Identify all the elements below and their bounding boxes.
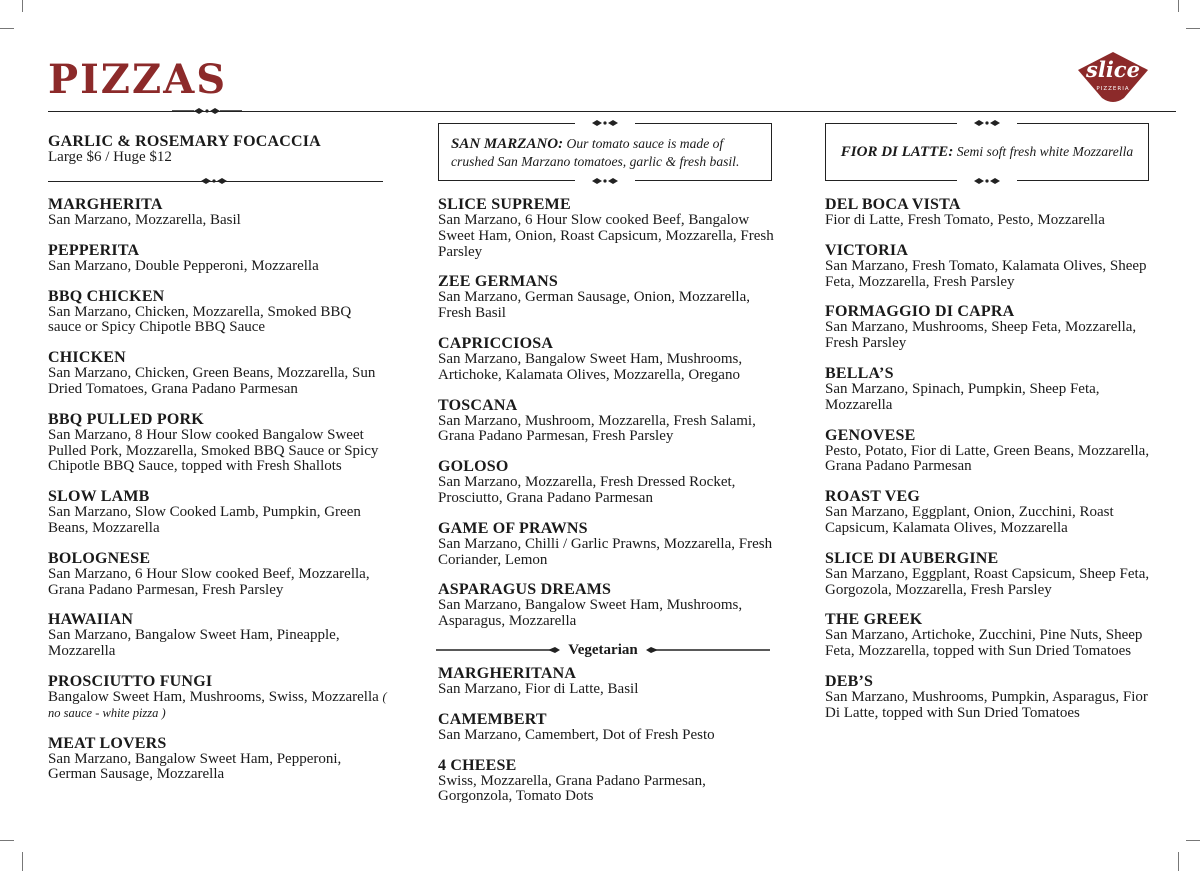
item-name: TOSCANA	[438, 396, 518, 414]
item-desc: San Marzano, Slow Cooked Lamb, Pumpkin, Green Beans, Mozzarella	[48, 504, 361, 536]
item-name: ZEE GERMANS	[438, 273, 558, 291]
crop-mark	[0, 28, 14, 29]
menu-item	[825, 551, 1160, 599]
item-desc: San Marzano, Eggplant, Roast Capsicum, Sheep Feta, Gorgozola, Mozzarella, Fresh Parsley	[825, 565, 1150, 598]
item-name: GAME OF PRAWNS	[438, 519, 588, 537]
note-text: Our tomato sauce is made of crushed San Marzano tomatoes, garlic & fresh basil.	[451, 135, 740, 169]
item-name: GOLOSO	[438, 458, 509, 476]
item-name: PROSCIUTTO FUNGI	[48, 672, 213, 690]
menu-item	[48, 243, 388, 275]
item-name: SLOW LAMB	[48, 488, 150, 506]
item-name: BELLA’S	[825, 364, 894, 382]
item-desc: San Marzano, Fior di Latte, Basil	[438, 681, 639, 697]
menu-item	[438, 459, 778, 507]
menu-item	[438, 274, 778, 322]
item-name: 4 CHEESE	[438, 756, 517, 774]
item-desc: Fior di Latte, Fresh Tomato, Pesto, Mozzarella	[825, 212, 1105, 228]
item-name: BBQ CHICKEN	[48, 287, 165, 305]
column-1-list	[48, 197, 388, 797]
note-label: SAN MARZANO:	[451, 135, 564, 152]
item-desc: San Marzano, Camembert, Dot of Fresh Pesto	[438, 726, 715, 743]
san-marzano-note	[438, 123, 772, 181]
item-name: DEB’S	[825, 672, 874, 690]
item-desc: San Marzano, Mushrooms, Sheep Feta, Mozzarella, Fresh Parsley	[825, 319, 1137, 352]
focaccia-name: GARLIC & ROSEMARY FOCACCIA	[48, 133, 321, 150]
menu-item	[48, 289, 388, 337]
focaccia-price: Large $6 / Huge $12	[48, 149, 172, 165]
item-name: MEAT LOVERS	[48, 734, 167, 752]
item-desc: San Marzano, Eggplant, Onion, Zucchini, Roast Capsicum, Kalamata Olives, Mozzarella	[825, 504, 1114, 536]
crop-mark	[1178, 852, 1179, 871]
menu-item	[825, 612, 1160, 660]
item-name: BOLOGNESE	[48, 549, 151, 567]
item-name: SLICE SUPREME	[438, 196, 571, 213]
item-name: PEPPERITA	[48, 241, 140, 259]
menu-item	[825, 197, 1160, 229]
item-desc: San Marzano, Chicken, Mozzarella, Smoked BBQ sauce or Spicy Chipotle BBQ Sauce	[48, 303, 352, 336]
menu-item	[48, 412, 388, 475]
item-desc: San Marzano, German Sausage, Onion, Mozzarella, Fresh Basil	[438, 289, 750, 322]
item-desc: San Marzano, Spinach, Pumpkin, Sheep Feta, Mozzarella	[825, 380, 1100, 413]
vegetarian-label: Vegetarian	[568, 642, 638, 658]
note-label: FIOR DI LATTE:	[840, 144, 954, 160]
item-note: ( no sauce - white pizza )	[48, 689, 387, 720]
item-name: MARGHERITA	[48, 196, 163, 213]
menu-item	[438, 197, 778, 260]
item-name: VICTORIA	[825, 241, 909, 259]
menu-item	[438, 336, 778, 384]
crop-mark	[1186, 840, 1200, 841]
vegetarian-separator	[436, 642, 770, 658]
fior-di-latte-note	[825, 123, 1149, 181]
item-name: MARGHERITANA	[438, 665, 577, 682]
item-name: FORMAGGIO DI CAPRA	[825, 303, 1015, 321]
item-desc: San Marzano, Mushrooms, Pumpkin, Asparagus, Fior Di Latte, topped with Sun Dried Tomatoes	[825, 688, 1148, 721]
item-name: ROAST VEG	[825, 488, 921, 506]
item-name: ASPARAGUS DREAMS	[438, 581, 612, 599]
menu-item	[48, 736, 388, 784]
menu-item	[825, 304, 1160, 352]
item-name: CHICKEN	[48, 349, 126, 367]
menu-item	[48, 674, 388, 722]
item-name: BBQ PULLED PORK	[48, 410, 204, 428]
note-text: Semi soft fresh white Mozzarella	[956, 144, 1134, 159]
menu-item	[48, 551, 388, 599]
column-3-list	[825, 197, 1160, 736]
header-ornament	[172, 106, 242, 116]
note-ornament-top	[575, 118, 635, 128]
item-name: SLICE DI AUBERGINE	[825, 549, 999, 567]
crop-mark	[22, 852, 23, 871]
menu-item	[48, 350, 388, 398]
item-name: GENOVESE	[825, 426, 916, 444]
item-name: THE GREEK	[825, 611, 923, 629]
menu-item	[438, 712, 778, 744]
focaccia-item	[48, 134, 383, 166]
menu-item	[825, 489, 1160, 537]
column-2-veg-list	[438, 666, 778, 819]
menu-item	[48, 612, 388, 660]
item-desc: San Marzano, Mozzarella, Fresh Dressed Rocket, Prosciutto, Grana Padano Parmesan	[438, 474, 736, 506]
menu-item	[438, 666, 778, 698]
item-desc: San Marzano, Mozzarella, Basil	[48, 212, 241, 228]
menu-item	[825, 674, 1160, 722]
item-name: DEL BOCA VISTA	[825, 196, 961, 213]
crop-mark	[22, 0, 23, 12]
item-desc: San Marzano, 6 Hour Slow cooked Beef, Bangalow Sweet Ham, Onion, Roast Capsicum, Mozzarella, Fresh Parsley	[438, 212, 774, 260]
menu-item	[438, 521, 778, 569]
item-desc: San Marzano, Double Pepperoni, Mozzarella	[48, 257, 319, 274]
item-desc: San Marzano, Chilli / Garlic Prawns, Mozzarella, Fresh Coriander, Lemon	[438, 535, 773, 568]
crop-mark	[1186, 28, 1200, 29]
item-desc: San Marzano, 6 Hour Slow cooked Beef, Mozzarella, Grana Padano Parmesan, Fresh Parsley	[48, 565, 370, 598]
column-2-list	[438, 197, 778, 644]
item-name: HAWAIIAN	[48, 611, 134, 629]
item-desc: San Marzano, Artichoke, Zucchini, Pine Nuts, Sheep Feta, Mozzarella, topped with Sun Dried Tomatoes	[825, 627, 1143, 660]
slice-logo	[1076, 50, 1150, 106]
item-desc: Swiss, Mozzarella, Grana Padano Parmesan, Gorgonzola, Tomato Dots	[438, 772, 706, 805]
menu-item	[438, 582, 778, 630]
item-desc: San Marzano, Bangalow Sweet Ham, Pineapple, Mozzarella	[48, 627, 340, 660]
item-desc: San Marzano, 8 Hour Slow cooked Bangalow Sweet Pulled Pork, Mozzarella, Smoked BBQ Sauce or Spicy Chipotle BBQ Sauce, topped with Fresh Shallots	[48, 426, 379, 475]
item-name: CAMEMBERT	[438, 710, 547, 728]
menu-item	[825, 243, 1160, 291]
item-desc-wrap	[48, 690, 388, 722]
note-text-wrap	[451, 135, 759, 170]
logo-sub: PIZZERIA	[1096, 86, 1130, 92]
item-desc: San Marzano, Mushroom, Mozzarella, Fresh Salami, Grana Padano Parmesan, Fresh Parsley	[438, 412, 756, 445]
note-ornament	[575, 176, 635, 186]
column-1	[48, 134, 383, 166]
note-text-wrap	[841, 143, 1133, 161]
menu-item	[48, 197, 388, 229]
page-title: PIZZAS	[48, 56, 228, 103]
item-desc: Bangalow Sweet Ham, Mushrooms, Swiss, Mozzarella	[48, 688, 379, 705]
item-desc: San Marzano, Bangalow Sweet Ham, Mushrooms, Artichoke, Kalamata Olives, Mozzarella, Oregano	[438, 350, 743, 383]
focaccia-ornament	[184, 176, 244, 186]
menu-item	[438, 398, 778, 446]
item-name: CAPRICCIOSA	[438, 334, 554, 352]
note-ornament-top	[957, 118, 1017, 128]
item-desc: Pesto, Potato, Fior di Latte, Green Beans, Mozzarella, Grana Padano Parmesan	[825, 442, 1150, 475]
crop-mark	[0, 840, 14, 841]
menu-item	[48, 489, 388, 537]
logo-word: slice	[1086, 57, 1140, 82]
item-desc: San Marzano, Fresh Tomato, Kalamata Olives, Sheep Feta, Mozzarella, Fresh Parsley	[825, 257, 1147, 290]
menu-item	[438, 758, 778, 806]
item-desc: San Marzano, Bangalow Sweet Ham, Mushrooms, Asparagus, Mozzarella	[438, 597, 743, 630]
item-desc: San Marzano, Bangalow Sweet Ham, Pepperoni, German Sausage, Mozzarella	[48, 750, 342, 783]
note-ornament	[957, 176, 1017, 186]
menu-item	[825, 366, 1160, 414]
crop-mark	[1178, 0, 1179, 12]
menu-item	[825, 428, 1160, 476]
item-desc: San Marzano, Chicken, Green Beans, Mozzarella, Sun Dried Tomatoes, Grana Padano Parmesan	[48, 365, 376, 397]
